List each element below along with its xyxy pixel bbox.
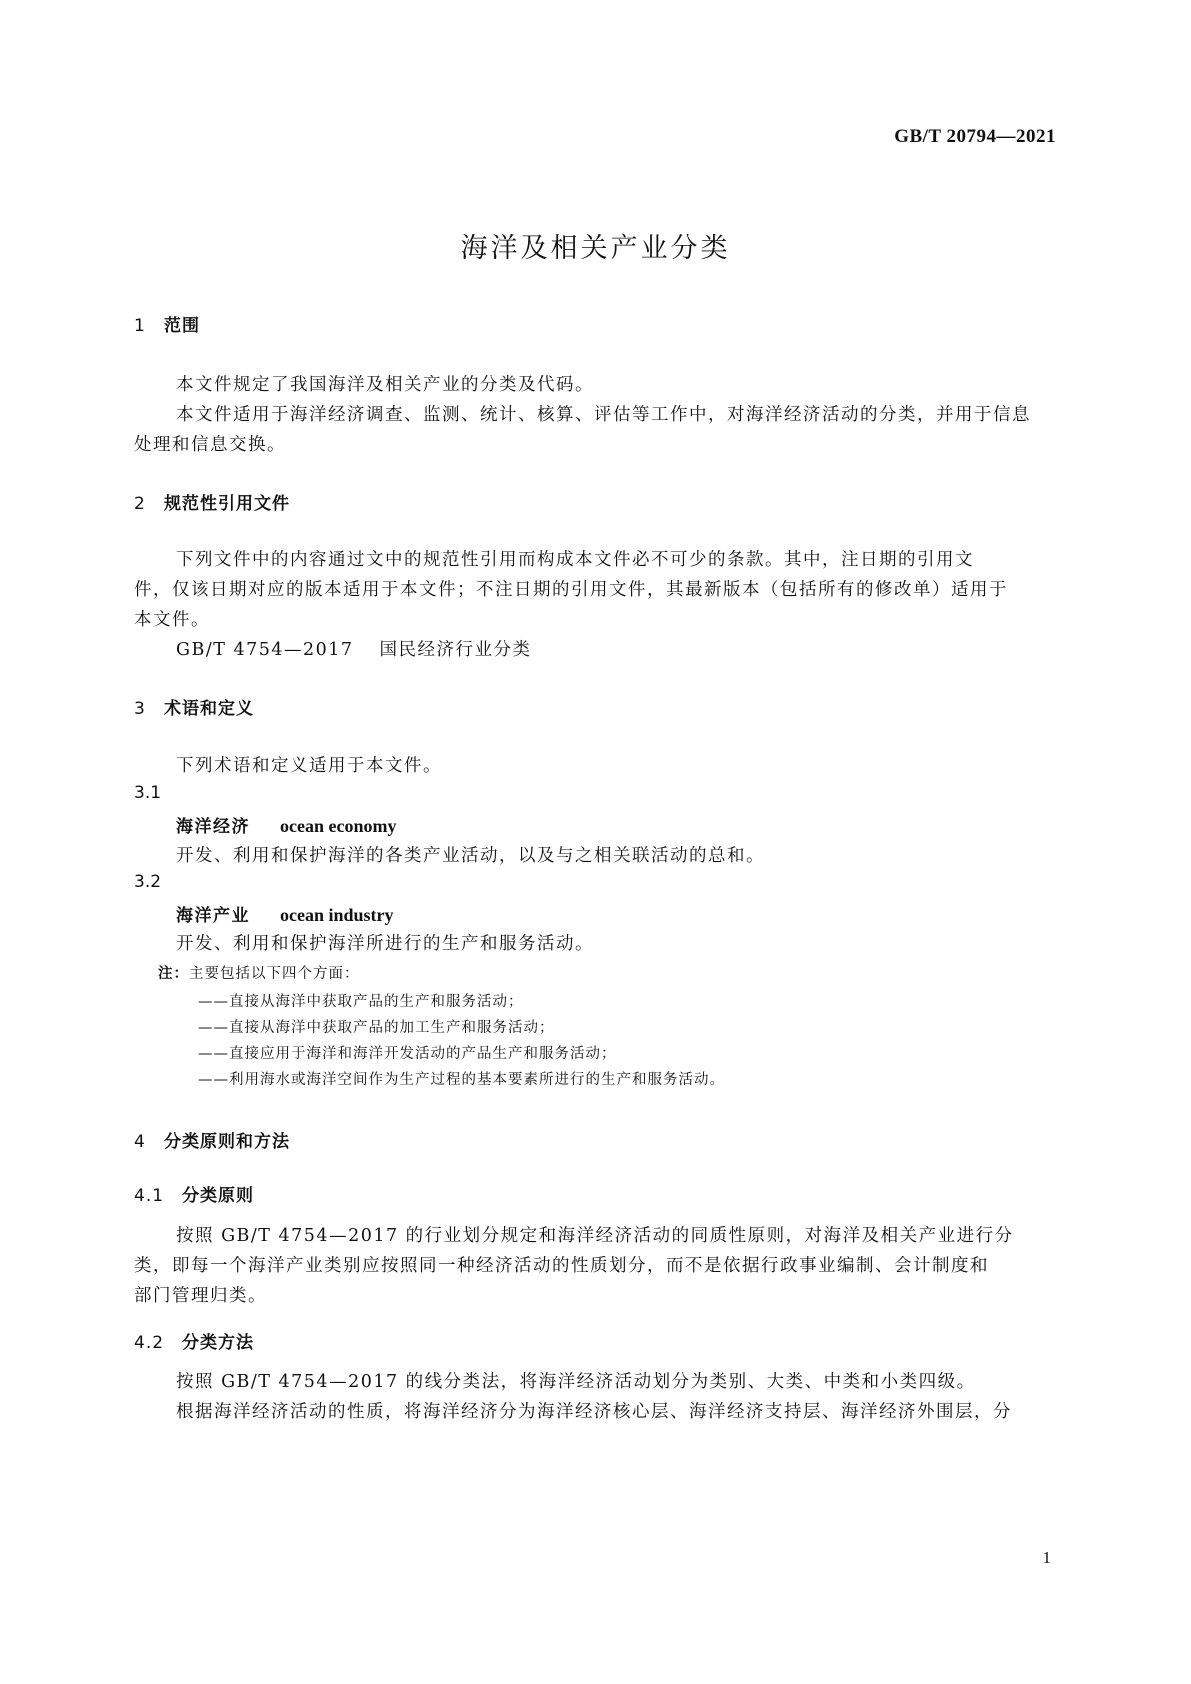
term-definition: 开发、利用和保护海洋所进行的生产和服务活动。 xyxy=(176,934,594,954)
section-2-heading xyxy=(134,489,290,514)
document-title: 海洋及相关产业分类 xyxy=(460,233,731,264)
paragraph-continuation: 本文件。 xyxy=(134,610,210,630)
section-number: 2 xyxy=(134,494,146,514)
subsection-number: 4.2 xyxy=(134,1333,165,1353)
note-label: 注： xyxy=(158,966,189,982)
term-zh: 海洋经济 xyxy=(176,817,250,837)
section-3-heading xyxy=(134,694,254,719)
note-text: 主要包括以下四个方面： xyxy=(189,966,360,982)
paragraph: 按照 GB/T 4754—2017 的线分类法，将海洋经济活动划分为类别、大类、中类和小类四级。 xyxy=(176,1372,976,1392)
note-list-item: ——直接应用于海洋和海洋开发活动的产品生产和服务活动； xyxy=(198,1046,617,1062)
section-title: 范围 xyxy=(164,316,200,336)
paragraph-continuation: 处理和信息交换。 xyxy=(134,435,286,455)
section-title: 术语和定义 xyxy=(164,699,254,719)
term-entry xyxy=(176,901,394,926)
note-list-item: ——直接从海洋中获取产品的生产和服务活动； xyxy=(198,994,524,1010)
section-number: 3 xyxy=(134,699,146,719)
paragraph: 下列文件中的内容通过文中的规范性引用而构成本文件必不可少的条款。其中，注日期的引用文 xyxy=(176,550,974,570)
section-number: 4 xyxy=(134,1132,146,1152)
standard-number: GB/T 20794—2021 xyxy=(894,126,1056,147)
section-title: 分类原则和方法 xyxy=(164,1132,290,1152)
subsection-4-2-heading xyxy=(134,1328,254,1353)
paragraph: 按照 GB/T 4754—2017 的行业划分规定和海洋经济活动的同质性原则，对海洋及相关产业进行分 xyxy=(176,1226,1014,1246)
normative-reference xyxy=(176,636,532,661)
term-definition: 开发、利用和保护海洋的各类产业活动，以及与之相关联活动的总和。 xyxy=(176,846,765,866)
section-1-heading xyxy=(134,311,200,336)
paragraph: 本文件规定了我国海洋及相关产业的分类及代码。 xyxy=(176,375,594,395)
note-list-item: ——直接从海洋中获取产品的加工生产和服务活动； xyxy=(198,1020,555,1036)
term-number: 3.1 xyxy=(134,783,162,803)
paragraph-continuation: 件，仅该日期对应的版本适用于本文件；不注日期的引用文件，其最新版本（包括所有的修改单）适用于 xyxy=(134,580,1008,600)
subsection-title: 分类原则 xyxy=(182,1186,254,1206)
section-4-heading xyxy=(134,1127,290,1152)
paragraph-continuation: 部门管理归类。 xyxy=(134,1286,267,1306)
paragraph: 本文件适用于海洋经济调查、监测、统计、核算、评估等工作中，对海洋经济活动的分类，并用于信息 xyxy=(176,405,1031,425)
page-number: 1 xyxy=(1042,1548,1051,1567)
term-en: ocean economy xyxy=(280,816,397,836)
note-list-item: ——利用海水或海洋空间作为生产过程的基本要素所进行的生产和服务活动。 xyxy=(198,1072,725,1088)
reference-title: 国民经济行业分类 xyxy=(379,640,532,660)
subsection-title: 分类方法 xyxy=(182,1333,254,1353)
note xyxy=(158,962,360,983)
section-title: 规范性引用文件 xyxy=(164,494,290,514)
subsection-4-1-heading xyxy=(134,1181,254,1206)
paragraph-continuation: 类，即每一个海洋产业类别应按照同一种经济活动的性质划分，而不是依据行政事业编制、会计制度和 xyxy=(134,1256,989,1276)
term-number: 3.2 xyxy=(134,872,162,892)
term-entry xyxy=(176,812,396,837)
term-en: ocean industry xyxy=(280,905,394,925)
term-zh: 海洋产业 xyxy=(176,906,250,926)
paragraph: 根据海洋经济活动的性质，将海洋经济分为海洋经济核心层、海洋经济支持层、海洋经济外围层，分 xyxy=(176,1402,1012,1422)
paragraph: 下列术语和定义适用于本文件。 xyxy=(176,756,442,776)
subsection-number: 4.1 xyxy=(134,1186,165,1206)
reference-code: GB/T 4754—2017 xyxy=(176,640,354,660)
section-number: 1 xyxy=(134,316,146,336)
